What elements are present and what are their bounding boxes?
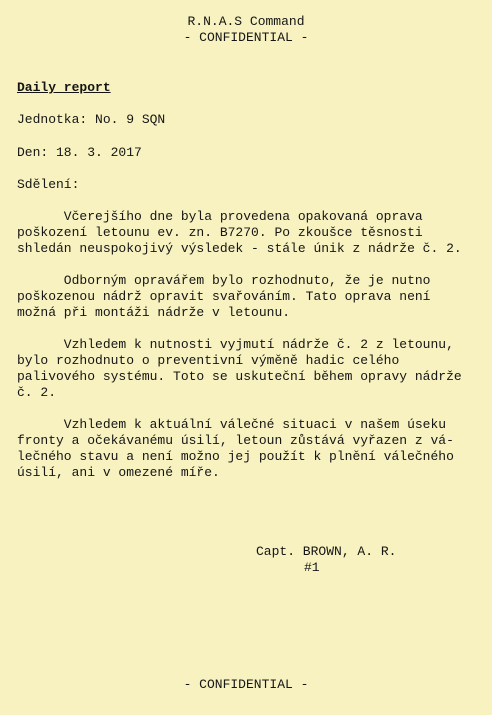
- unit-field: Jednotka: No. 9 SQN: [17, 112, 166, 127]
- command-name: R.N.A.S Command: [187, 14, 305, 29]
- paragraph-3: Vzhledem k nutnosti vyjmutí nádrže č. 2 z letounu, bylo rozhodnuto o preventivní výměně hadic celého palivového systému. Toto se uskuteční během opravy nádrže č. 2.: [17, 337, 462, 400]
- signature-name: Capt. BROWN, A. R.: [256, 544, 397, 559]
- confidential-footer: - CONFIDENTIAL -: [183, 677, 309, 692]
- signature-number: #1: [304, 560, 320, 575]
- confidential-header: - CONFIDENTIAL -: [183, 30, 309, 45]
- date-field: Den: 18. 3. 2017: [17, 145, 142, 160]
- paragraph-2: Odborným opravářem bylo rozhodnuto, že je nutno poškozenou nádrž opravit svařováním. Tato oprava není možná při montáži nádrže v letounu.: [17, 273, 431, 320]
- message-label: Sdělení:: [17, 177, 80, 192]
- paragraph-4: Vzhledem k aktuální válečné situaci v našem úseku fronty a očekávanému úsilí, letoun zůstává vyřazen z vá- lečného stavu a není možno jej použít k plnění válečného úsilí, ani v omezené míře.: [17, 417, 454, 480]
- report-title: Daily report: [17, 80, 111, 95]
- paragraph-1: Včerejšího dne byla provedena opakovaná oprava poškození letounu ev. zn. B7270. Po zkoušce těsnosti shledán neuspokojivý výsledek - stále únik z nádrže č. 2.: [17, 209, 462, 256]
- signature-block: [0, 544, 492, 576]
- document-header: [0, 14, 492, 46]
